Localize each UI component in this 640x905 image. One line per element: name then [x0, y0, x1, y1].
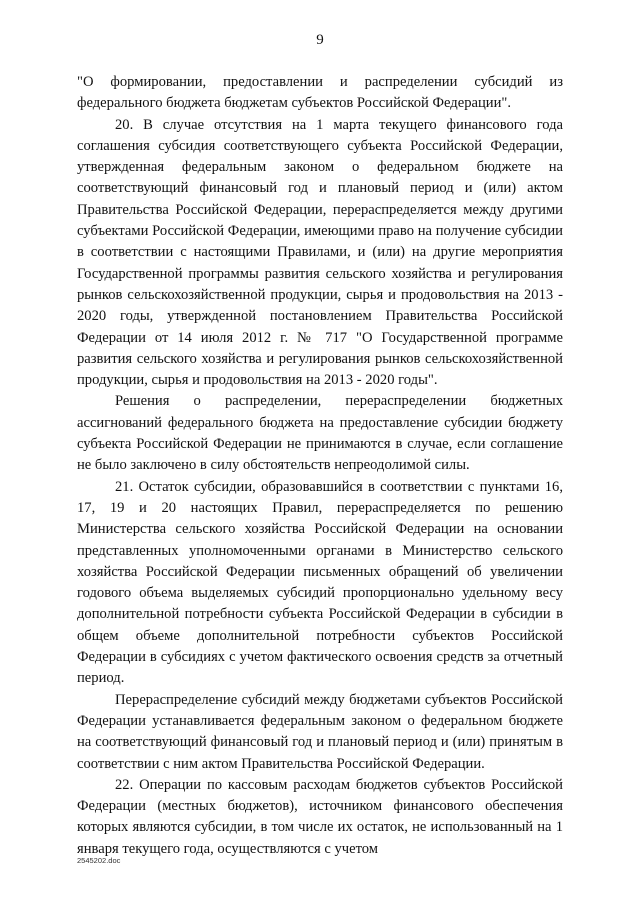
paragraph-1: "О формировании, предоставлении и распределении субсидий из федерального бюджета бюджетам субъектов Российской Федерации".	[77, 74, 563, 112]
paragraph-5: Перераспределение субсидий между бюджетами субъектов Российской Федерации устанавливается федеральным законом о федеральном бюджете на соответствующий финансовый год и плановый период и (или) принятым в соответствии с ним актом Правительства Российской Федерации.	[77, 691, 563, 772]
paragraph-2: 20. В случае отсутствия на 1 марта текущего финансового года соглашения субсидия соответствующего субъекта Российской Федерации, утвержденная федеральным законом о федеральном бюджете на соответствующий финансовый год и плановый период и (или) актом Правительства Российской Федерации, перераспределяется между другими субъектами Российской Федерации, имеющими право на получение субсидии в соответствии с настоящими Правилами, и (или) на другие мероприятия Государственной программы развития сельского хозяйства и регулирования рынков сельскохозяйственной продукции, сырья и продовольствия на 2013 - 2020 годы, утвержденной постановлением Правительства Российской Федерации от 14 июля 2012 г. № 717 "О Государственной программе развития сельского хозяйства и регулирования рынков сельскохозяйственной продукции, сырья и продовольствия на 2013 - 2020 годы".	[77, 116, 563, 389]
paragraph-6: 22. Операции по кассовым расходам бюджетов субъектов Российской Федерации (местных бюджетов), источником финансового обеспечения которых являются субсидии, в том числе их остаток, не использованный на 1 января текущего года, осуществляются с учетом	[77, 776, 563, 857]
footer-doc-code: 2545202.doc	[77, 856, 121, 865]
document-body	[77, 72, 563, 860]
paragraph-4: 21. Остаток субсидии, образовавшийся в соответствии с пунктами 16, 17, 19 и 20 настоящих Правил, перераспределяется по решению Министерства сельского хозяйства Российской Федерации на основании представленных уполномоченными органами в Министерство сельского хозяйства Российской Федерации письменных обращений об увеличении годового объема выделяемых субсидий пропорционально удельному весу дополнительной потребности субъекта Российской Федерации в субсидии в общем объеме дополнительной потребности субъектов Российской Федерации в субсидиях с учетом фактического освоения средств за отчетный период.	[77, 478, 563, 687]
page-number: 9	[316, 32, 324, 48]
paragraph-3: Решения о распределении, перераспределении бюджетных ассигнований федерального бюджета на предоставление субсидии бюджету субъекта Российской Федерации не принимаются в случае, если соглашение не было заключено в силу обстоятельств непреодолимой силы.	[77, 393, 563, 474]
